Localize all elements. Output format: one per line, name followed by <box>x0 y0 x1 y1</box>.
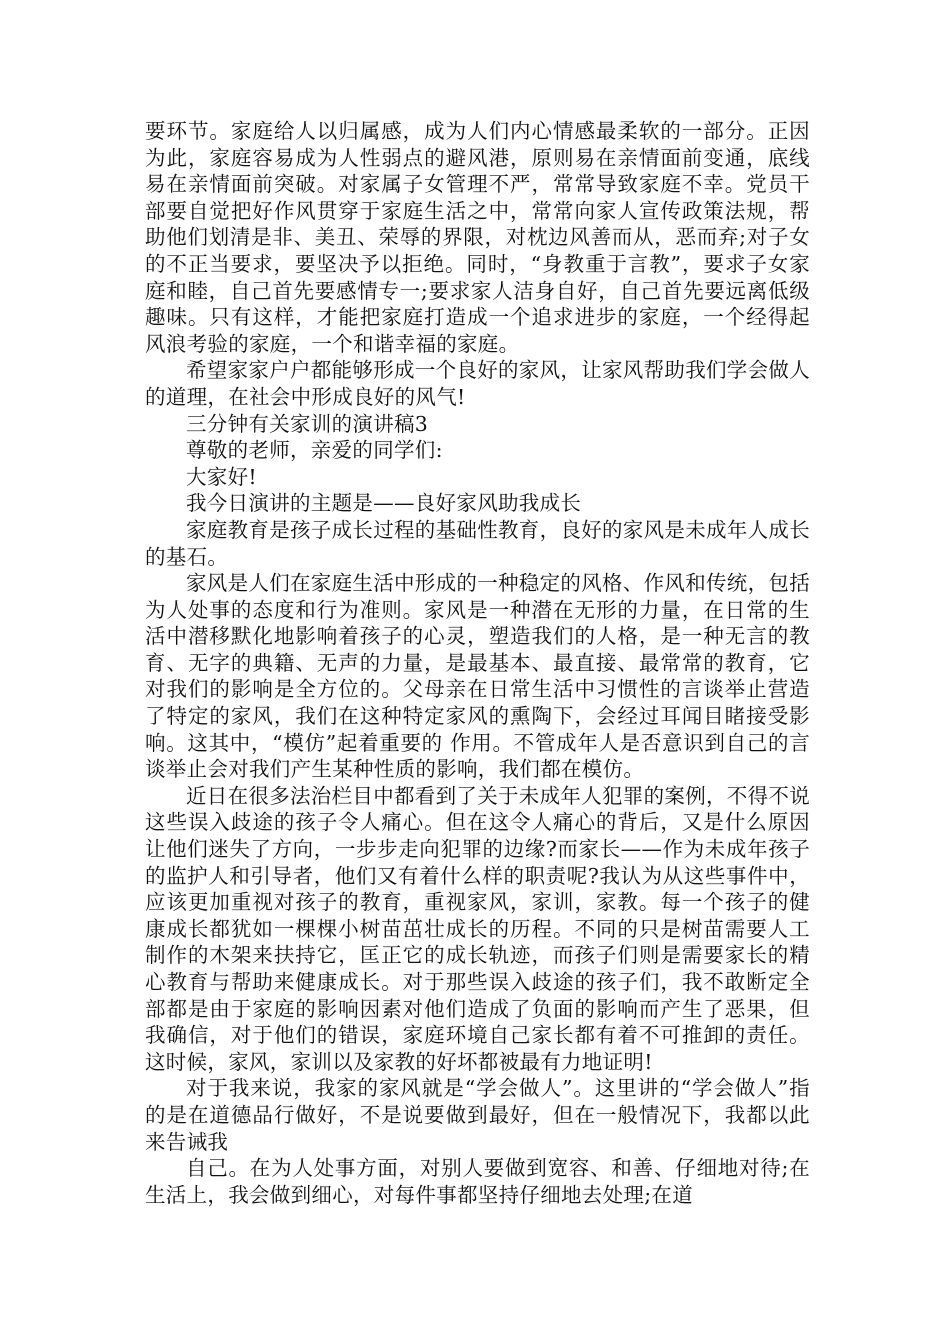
salutation: 尊敬的老师，亲爱的同学们: <box>186 438 443 463</box>
paragraph-8: 家风是人们在家庭生活中形成的一种稳定的风格、作风和传统，包括为人处事的态度和行为准则。家风是一种潜在无形的力量，在日常的生活中潜移默化地影响着孩子的心灵，塑造我们的人格，是一种无言的教育、无字的典籍、无声的力量，是最基本、最直接、最常常的教育，它对我们的影响是全方位的。父母亲在日常生活中习惯性的言谈举止营造了特定的家风，我们在这种特定家风的熏陶下，会经过耳闻目睹接受影响。这其中，“模仿”起着重要的 作用。不管成年人是否意识到自己的言谈举止会对我们产生某种性质的影响，我们都在模仿。 <box>145 571 810 782</box>
greeting: 大家好! <box>186 464 257 489</box>
speech-theme: 我今日演讲的主题是——良好家风助我成长 <box>186 491 582 516</box>
document-body <box>145 118 810 1208</box>
speech-title: 三分钟有关家训的演讲稿3 <box>186 411 429 436</box>
paragraph-9: 近日在很多法治栏目中都看到了关于未成年人犯罪的案例，不得不说这些误入歧途的孩子令人痛心。但在这令人痛心的背后，又是什么原因让他们迷失了方向，一步步走向犯罪的边缘?而家长——作为未成年孩子的监护人和引导者，他们又有着什么样的职责呢?我认为从这些事件中，应该更加重视对孩子的教育，重视家风，家训，家教。每一个孩子的健康成长都犹如一棵棵小树苗茁壮成长的历程。不同的只是树苗需要人工制作的木架来扶持它，匡正它的成长轨迹，而孩子们则是需要家长的精心教育与帮助来健康成长。对于那些误入歧途的孩子们，我不敢断定全部都是由于家庭的影响因素对他们造成了负面的影响而产生了恶果，但我确信，对于他们的错误，家庭环境自己家长都有着不可推卸的责任。这时候，家风，家训以及家教的好坏都被最有力地证明! <box>145 783 810 1074</box>
paragraph-10: 对于我来说，我家的家风就是“学会做人”。这里讲的“学会做人”指的是在道德品行做好，不是说要做到最好，但在一般情况下，我都以此来告诫我 <box>145 1076 810 1154</box>
paragraph-11: 自己。在为人处事方面，对别人要做到宽容、和善、仔细地对待;在生活上，我会做到细心，对每件事都坚持仔细地去处理;在道 <box>145 1156 810 1207</box>
paragraph-1: 要环节。家庭给人以归属感，成为人们内心情感最柔软的一部分。正因为此，家庭容易成为人性弱点的避风港，原则易在亲情面前变通，底线易在亲情面前突破。对家属子女管理不严，常常导致家庭不幸。党员干部要自觉把好作风贯穿于家庭生活之中，常常向家人宣传政策法规，帮助他们划清是非、美丑、荣辱的界限，对枕边风善而从，恶而弃;对子女的不正当要求，要坚决予以拒绝。同时，“身教重于言教”，要求子女家庭和睦，自己首先要感情专一;要求家人洁身自好，自己首先要远离低级趣味。只有这样，才能把家庭打造成一个追求进步的家庭，一个经得起风浪考验的家庭，一个和谐幸福的家庭。 <box>145 119 810 356</box>
paragraph-7: 家庭教育是孩子成长过程的基础性教育，良好的家风是未成年人成长的基石。 <box>145 517 810 569</box>
paragraph-2: 希望家家户户都能够形成一个良好的家风，让家风帮助我们学会做人的道理，在社会中形成良好的风气! <box>145 358 810 409</box>
